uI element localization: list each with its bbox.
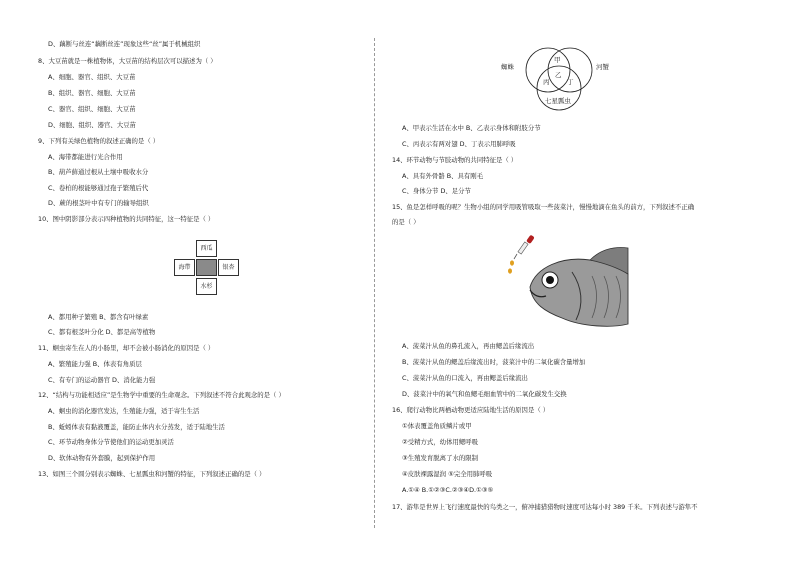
q9-option-d: D、蕨的根茎叶中有专门的输导组织 bbox=[48, 199, 149, 207]
drop-icon bbox=[508, 268, 512, 273]
q14-stem: 14、环节动物与节肢动物的共同特征是（ ） bbox=[392, 156, 518, 164]
q9-option-b: B、葫芦藓通过根从土壤中吸收水分 bbox=[48, 168, 149, 176]
q16-item-3: ③生殖发育脱离了水的限制 bbox=[402, 454, 479, 462]
q10-option-cd: C、都有根茎叶分化 D、都是高等植物 bbox=[48, 328, 156, 336]
q11-stem: 11、蛔虫寄生在人的小肠里，却不会被小肠消化的原因是（ ） bbox=[38, 344, 215, 352]
q15-option-b: B、菠菜汁从鱼的鳃盖后缘流出时，菠菜汁中的二氧化碳含量增加 bbox=[402, 358, 586, 366]
venn-label-ladybug: 七星瓢虫 bbox=[545, 97, 571, 105]
q15-option-a: A、菠菜汁从鱼的鼻孔流入，再由鳃盖后缘流出 bbox=[402, 342, 535, 350]
q11-option-ab: A、繁殖能力强 B、体表有角质层 bbox=[48, 360, 142, 368]
q8-option-d: D、细胞、组织、器官、大豆苗 bbox=[48, 121, 136, 129]
cross-right-cell: 银杏 bbox=[218, 259, 239, 276]
cross-shaded-center bbox=[196, 259, 217, 276]
q13-option-cd: C、丙表示有两对翅 D、丁表示用肺呼吸 bbox=[402, 140, 516, 148]
venn-region-jia: 甲 bbox=[554, 56, 561, 64]
q13-stem: 13、如图三个圆分别表示蜘蛛、七星瓢虫和河蟹的特征，下列叙述正确的是（ ） bbox=[38, 470, 266, 478]
venn-region-ding: 丁 bbox=[567, 78, 574, 86]
q7-option-d: D、藕断与丝连“藕断丝连”现象这些“丝”属于机械组织 bbox=[48, 40, 201, 48]
q9-option-c: C、卷柏的根能够通过孢子繁殖后代 bbox=[48, 184, 149, 192]
q15-stem: 15、鱼是怎样呼吸的呢？生物小组的同学用吸管吸取一些菠菜汁，慢慢地滴在鱼头的前方，下列叙述不正确 bbox=[392, 203, 695, 211]
q14-option-cd: C、身体分节 D、足分节 bbox=[402, 187, 471, 195]
cross-top-cell: 西瓜 bbox=[196, 240, 217, 257]
q16-options: A.①④ B.①②③C.②③④D.①③⑤ bbox=[402, 486, 494, 494]
q11-option-cd: C、有专门的运动器官 D、消化能力强 bbox=[48, 376, 156, 384]
q16-item-1: ①体表覆盖角质鳞片或甲 bbox=[402, 422, 472, 430]
cross-left-cell: 海带 bbox=[174, 259, 195, 276]
q15-option-d: D、菠菜汁中的氧气和鱼鳃毛细血管中的二氧化碳发生交换 bbox=[402, 390, 567, 398]
q12-option-c: C、环节动物身体分节使他们的运动更加灵活 bbox=[48, 438, 174, 446]
q9-option-a: A、海带都能进行光合作用 bbox=[48, 153, 123, 161]
q8-option-c: C、器官、组织、细胞、大豆苗 bbox=[48, 105, 136, 113]
q17-stem: 17、游隼是世界上飞行速度最快的鸟类之一，俯冲捕猎猎物时速度可达每小时 389 千米。下列表述与游隼不 bbox=[392, 503, 698, 511]
q12-option-b: B、蚯蚓体表有黏液覆盖，能防止体内水分蒸发，适于陆地生活 bbox=[48, 423, 225, 431]
venn-region-bing: 丙 bbox=[543, 78, 550, 86]
drop-icon bbox=[510, 260, 514, 265]
q15-option-c: C、菠菜汁从鱼的口流入，再由鳃盖后缘流出 bbox=[402, 374, 528, 382]
q9-stem: 9、下列有关绿色植物的叙述正确的是（ ） bbox=[38, 137, 160, 145]
fish-dropper-illustration bbox=[502, 232, 632, 330]
q15-stem-cont: 的是（ ） bbox=[392, 218, 420, 226]
q14-option-ab: A、具有外骨骼 B、具有刚毛 bbox=[402, 172, 484, 180]
q8-option-a: A、细胞、器官、组织、大豆苗 bbox=[48, 73, 136, 81]
q16-stem: 16、爬行动物比两栖动物更适应陆地生活的原因是（ ） bbox=[392, 406, 550, 414]
column-divider bbox=[374, 38, 375, 528]
venn-label-crab: 河蟹 bbox=[596, 63, 609, 71]
q12-option-a: A、蛔虫的消化器官发达，生殖能力强，适于寄生生活 bbox=[48, 407, 200, 415]
q16-item-45: ④皮肤裸露湿润 ⑤完全用肺呼吸 bbox=[402, 470, 493, 478]
fish-head bbox=[530, 259, 628, 326]
dropper-icon bbox=[514, 235, 535, 259]
q8-stem: 8、大豆苗就是一株植物体，大豆苗的结构层次可以描述为（ ） bbox=[38, 57, 217, 65]
venn-diagram bbox=[501, 46, 617, 112]
cross-bottom-cell: 水杉 bbox=[196, 278, 217, 295]
venn-region-yi: 乙 bbox=[555, 71, 562, 79]
plant-cross-diagram bbox=[174, 240, 239, 296]
q12-stem: 12、“结构与功能相适应”是生物学中重要的生命观念。下列叙述不符合此观念的是（ ） bbox=[38, 391, 285, 399]
q13-option-ab: A、甲表示生活在水中 B、乙表示身体和附肢分节 bbox=[402, 124, 541, 132]
q12-option-d: D、软体动物有外套膜，起到保护作用 bbox=[48, 454, 156, 462]
q8-option-b: B、组织、器官、细胞、大豆苗 bbox=[48, 89, 136, 97]
q10-option-ab: A、都用种子繁殖 B、都含有叶绿素 bbox=[48, 313, 149, 321]
q10-stem: 10、图中阴影部分表示四种植物的共同特征，这一特征是（ ） bbox=[38, 215, 215, 223]
venn-label-spider: 蜘蛛 bbox=[501, 63, 514, 71]
q16-item-2: ②受精方式，幼体用鳃呼吸 bbox=[402, 438, 479, 446]
